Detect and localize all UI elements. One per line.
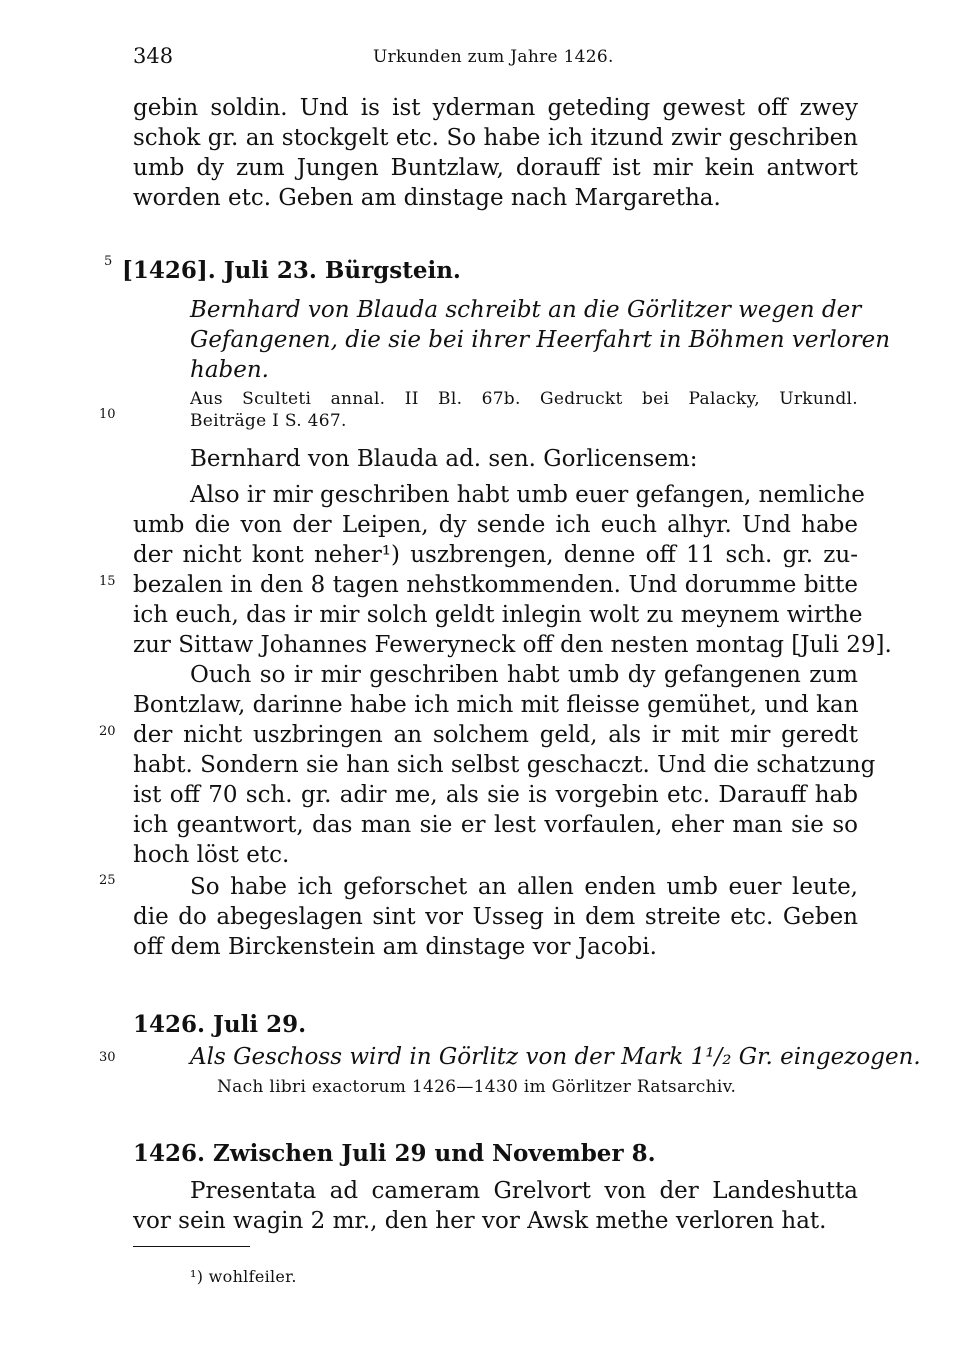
text-line: ich euch, das ir mir solch geldt inlegin wolt zu meynem wirthe [133,602,863,628]
line-number: 15 [99,574,116,589]
text-line: hoch löst etc. [133,842,290,868]
text-line: Presentata ad cameram Grelvort von der Landeshutta [190,1178,858,1204]
line-number: 10 [99,407,116,422]
entry-heading: 1426. Zwischen Juli 29 und November 8. [133,1140,656,1167]
text-line: off dem Birckenstein am dinstage vor Jacobi. [133,934,657,960]
line-number: 5 [104,254,113,269]
page-number: 348 [133,44,174,68]
text-line: schok gr. an stockgelt etc. So habe ich itzund zwir geschriben [133,125,858,151]
text-line: ist off 70 sch. gr. adir me, als sie is vorgebin etc. Darauff hab [133,782,858,808]
text-line: Ouch so ir mir geschriben habt umb dy gefangenen zum [190,662,858,688]
source-line: Nach libri exactorum 1426—1430 im Görlitzer Ratsarchiv. [217,1077,737,1097]
text-line: So habe ich geforschet an allen enden umb euer leute, [190,874,858,900]
source-line: Aus Sculteti annal. II Bl. 67b. Gedruckt bei Palacky, Urkundl. [190,389,858,409]
summary-line: Als Geschoss wird in Görlitz von der Mark 1¹/₂ Gr. eingezogen. [190,1044,921,1070]
text-line: habt. Sondern sie han sich selbst geschaczt. Und die schatzung [133,752,876,778]
entry-heading: 1426. Juli 29. [133,1011,307,1038]
text-line: Also ir mir geschriben habt umb euer gefangen, nemliche [190,482,865,508]
line-number: 25 [99,873,116,888]
summary-line: haben. [190,357,269,383]
text-line: ich geantwort, das man sie er lest vorfaulen, eher man sie so [133,812,858,838]
source-line: Beiträge I S. 467. [190,411,347,431]
text-line: bezalen in den 8 tagen nehstkommenden. Und dorumme bitte [133,572,858,598]
footnote: ¹) wohlfeiler. [190,1267,297,1286]
text-line: umb dy zum Jungen Buntzlaw, dorauff ist mir kein antwort [133,155,858,181]
text-line: gebin soldin. Und is ist yderman geteding gewest off zwey [133,95,858,121]
footnote-rule [133,1246,250,1247]
summary-line: Bernhard von Blauda schreibt an die Görlitzer wegen der [190,297,862,323]
text-line: zur Sittaw Johannes Feweryneck off den nesten montag [Juli 29]. [133,632,892,658]
text-line: umb die von der Leipen, dy sende ich euch alhyr. Und habe [133,512,858,538]
text-line: der nicht uszbringen an solchem geld, als ir mit mir geredt [133,722,858,748]
salutation: Bernhard von Blauda ad. sen. Gorlicensem: [190,446,698,472]
text-line: Bontzlaw, darinne habe ich mich mit fleisse gemühet, und kan [133,692,859,718]
running-title: Urkunden zum Jahre 1426. [373,47,614,67]
summary-line: Gefangenen, die sie bei ihrer Heerfahrt in Böhmen verloren [190,327,891,353]
text-line: die do abegeslagen sint vor Usseg in dem streite etc. Geben [133,904,858,930]
line-number: 30 [99,1050,116,1065]
entry-heading: [1426]. Juli 23. Bürgstein. [122,257,461,284]
line-number: 20 [99,724,116,739]
text-line: worden etc. Geben am dinstage nach Margaretha. [133,185,721,211]
text-line: der nicht kont neher¹) uszbrengen, denne off 11 sch. gr. zu- [133,542,858,568]
text-line: vor sein wagin 2 mr., den her vor Awsk methe verloren hat. [133,1208,827,1234]
